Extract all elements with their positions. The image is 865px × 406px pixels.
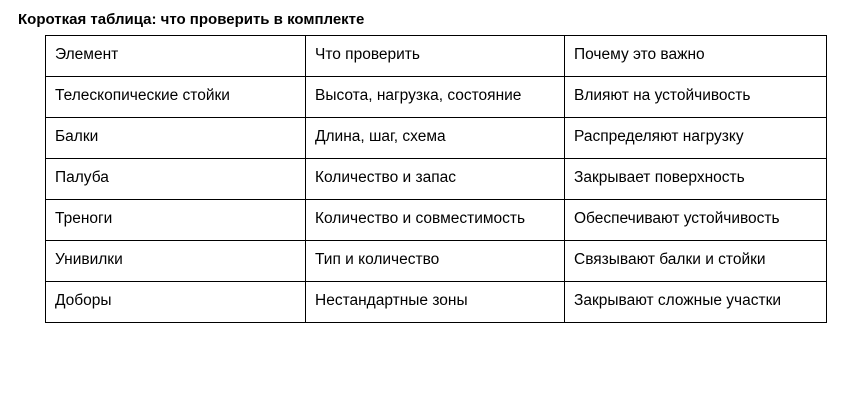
table-title: Короткая таблица: что проверить в комплекте [18, 11, 365, 28]
cell-element: Телескопические стойки [46, 77, 306, 118]
cell-element: Палуба [46, 159, 306, 200]
cell-why-important: Закрывают сложные участки [565, 282, 827, 323]
cell-what-to-check: Длина, шаг, схема [306, 118, 565, 159]
table-row [46, 118, 827, 159]
table-header-row [46, 36, 827, 77]
header-element: Элемент [46, 36, 306, 77]
cell-why-important: Обеспечивают устойчивость [565, 200, 827, 241]
cell-what-to-check: Нестандартные зоны [306, 282, 565, 323]
table-row [46, 241, 827, 282]
cell-what-to-check: Тип и количество [306, 241, 565, 282]
table-row [46, 77, 827, 118]
table-row [46, 282, 827, 323]
cell-element: Треноги [46, 200, 306, 241]
cell-why-important: Закрывает поверхность [565, 159, 827, 200]
cell-element: Унивилки [46, 241, 306, 282]
header-what-to-check: Что проверить [306, 36, 565, 77]
cell-what-to-check: Высота, нагрузка, состояние [306, 77, 565, 118]
cell-what-to-check: Количество и совместимость [306, 200, 565, 241]
header-why-important: Почему это важно [565, 36, 827, 77]
table-row [46, 159, 827, 200]
cell-what-to-check: Количество и запас [306, 159, 565, 200]
cell-element: Доборы [46, 282, 306, 323]
cell-why-important: Распределяют нагрузку [565, 118, 827, 159]
table-row [46, 200, 827, 241]
cell-why-important: Влияют на устойчивость [565, 77, 827, 118]
cell-element: Балки [46, 118, 306, 159]
kit-check-table [45, 35, 827, 323]
cell-why-important: Связывают балки и стойки [565, 241, 827, 282]
